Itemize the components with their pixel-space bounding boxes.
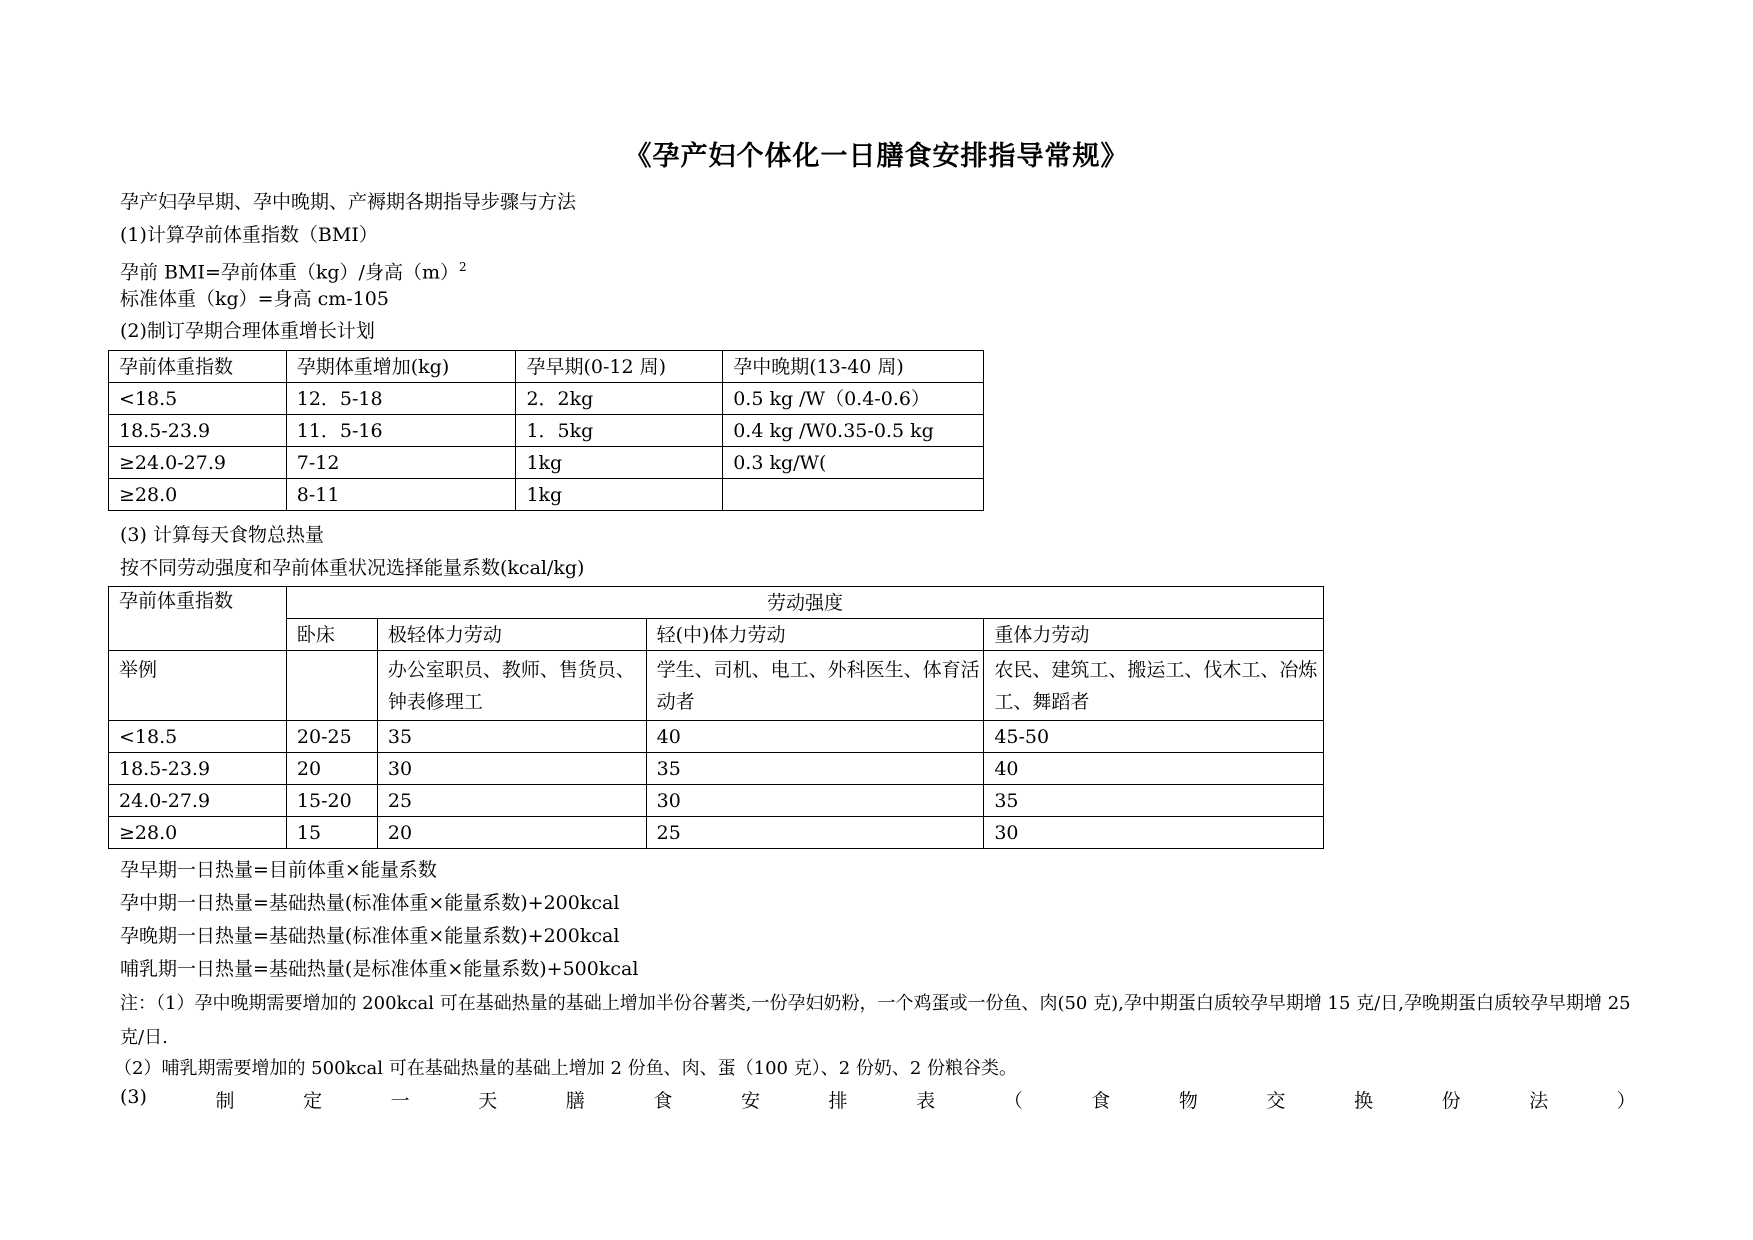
table-cell: 30 xyxy=(377,753,646,785)
table-cell: 35 xyxy=(984,785,1324,817)
table-cell: 1．5kg xyxy=(516,415,723,447)
table-cell: 农民、建筑工、搬运工、伐木工、冶炼工、舞蹈者 xyxy=(984,651,1324,721)
table-cell: 举例 xyxy=(109,651,287,721)
table-cell: 2．2kg xyxy=(516,383,723,415)
table-cell: 12．5-18 xyxy=(286,383,516,415)
final-step-char: 排 xyxy=(828,1090,848,1112)
table-cell: 30 xyxy=(646,785,984,817)
table-header-row xyxy=(109,587,1324,619)
table-cell: 40 xyxy=(646,721,984,753)
table-cell: 15 xyxy=(286,817,377,849)
table-cell: ≥28.0 xyxy=(109,817,287,849)
final-step-char: 物 xyxy=(1178,1090,1198,1112)
table-cell: 35 xyxy=(646,753,984,785)
formula-early: 孕早期一日热量=目前体重×能量系数 xyxy=(120,859,437,881)
table-cell: 1kg xyxy=(516,479,723,511)
header-cell: 孕前体重指数 xyxy=(109,351,287,383)
standard-weight-formula: 标准体重（kg）=身高 cm-105 xyxy=(120,288,389,310)
final-step-char: 安 xyxy=(740,1090,760,1112)
table-cell: 15-20 xyxy=(286,785,377,817)
header-cell: 孕期体重增加(kg) xyxy=(286,351,516,383)
table-cell: 18.5-23.9 xyxy=(109,753,287,785)
table-cell: 20 xyxy=(377,817,646,849)
table-cell: 7-12 xyxy=(286,447,516,479)
table-cell: 0.5 kg /W（0.4-0.6） xyxy=(723,383,984,415)
table-row xyxy=(109,721,1324,753)
table-cell: 11．5-16 xyxy=(286,415,516,447)
table-cell xyxy=(723,479,984,511)
table-cell: 0.3 kg/W( xyxy=(723,447,984,479)
table-row xyxy=(109,447,984,479)
table-row xyxy=(109,785,1324,817)
table-cell: 20-25 xyxy=(286,721,377,753)
formula-mid: 孕中期一日热量=基础热量(标准体重×能量系数)+200kcal xyxy=(120,892,620,914)
table-cell: 25 xyxy=(646,817,984,849)
header-cell: 孕前体重指数 xyxy=(109,587,287,651)
final-step-char: (3) xyxy=(120,1086,147,1108)
page-title: 《孕产妇个体化一日膳食安排指导常规》 xyxy=(624,141,1129,172)
final-step-char: 交 xyxy=(1266,1090,1286,1112)
table-cell: 24.0-27.9 xyxy=(109,785,287,817)
bmi-formula-superscript: 2 xyxy=(458,260,467,274)
table-cell: 18.5-23.9 xyxy=(109,415,287,447)
table-cell: <18.5 xyxy=(109,721,287,753)
intro-line: 孕产妇孕早期、孕中晚期、产褥期各期指导步骤与方法 xyxy=(120,191,577,213)
table-cell xyxy=(286,651,377,721)
header-cell: 卧床 xyxy=(286,619,377,651)
table-row xyxy=(109,415,984,447)
table-cell: ≥24.0-27.9 xyxy=(109,447,287,479)
final-step-char: 食 xyxy=(1091,1090,1111,1112)
header-cell: 孕中晚期(13-40 周) xyxy=(723,351,984,383)
final-step-char: 膳 xyxy=(565,1090,585,1112)
final-step-char: 定 xyxy=(303,1090,323,1112)
step3-subtitle: 按不同劳动强度和孕前体重状况选择能量系数(kcal/kg) xyxy=(120,557,585,579)
table-cell: 40 xyxy=(984,753,1324,785)
table-cell: 25 xyxy=(377,785,646,817)
header-cell: 重体力劳动 xyxy=(984,619,1324,651)
final-step-char: 换 xyxy=(1354,1090,1374,1112)
table-row xyxy=(109,651,1324,721)
table-subheader-row xyxy=(109,619,1324,651)
table-row xyxy=(109,817,1324,849)
note-1: 注：（1）孕中晚期需要增加的 200kcal 可在基础热量的基础上增加半份谷薯类,一份孕妇奶粉，一个鸡蛋或一份鱼、肉(50 克),孕中期蛋白质较孕早期增 15 克/日,孕晚期蛋白质较孕早期增 25 克/日. xyxy=(120,993,1631,1048)
step1-heading: (1)计算孕前体重指数（BMI） xyxy=(120,224,378,246)
table-cell: 1kg xyxy=(516,447,723,479)
weight-gain-table xyxy=(108,350,984,511)
table-cell: 0.4 kg /W0.35-0.5 kg xyxy=(723,415,984,447)
table-cell: 20 xyxy=(286,753,377,785)
table-cell: 30 xyxy=(984,817,1324,849)
step2-heading: (2)制订孕期合理体重增长计划 xyxy=(120,320,375,342)
table-cell: <18.5 xyxy=(109,383,287,415)
note-2: （2）哺乳期需要增加的 500kcal 可在基础热量的基础上增加 2 份鱼、肉、蛋（100 克）、2 份奶、2 份粮谷类。 xyxy=(114,1058,1018,1079)
table-cell: 8-11 xyxy=(286,479,516,511)
final-step-heading xyxy=(120,1086,1636,1113)
bmi-formula-text: 孕前 BMI=孕前体重（kg）/身高（m） xyxy=(120,261,459,284)
header-cell: 劳动强度 xyxy=(286,587,1323,619)
table-row xyxy=(109,753,1324,785)
table-cell: 学生、司机、电工、外科医生、体育活动者 xyxy=(646,651,984,721)
header-cell: 极轻体力劳动 xyxy=(377,619,646,651)
table-cell: 办公室职员、教师、售货员、钟表修理工 xyxy=(377,651,646,721)
bmi-formula xyxy=(120,254,467,285)
final-step-char: （ xyxy=(1003,1090,1023,1112)
table-cell: 45-50 xyxy=(984,721,1324,753)
energy-coefficient-table xyxy=(108,586,1324,849)
final-step-char: 法 xyxy=(1529,1090,1549,1112)
table-cell: 35 xyxy=(377,721,646,753)
table-row xyxy=(109,479,984,511)
final-step-char: 份 xyxy=(1441,1090,1461,1112)
final-step-char: 制 xyxy=(215,1090,235,1112)
final-step-char: ） xyxy=(1616,1090,1636,1112)
step3-heading: (3) 计算每天食物总热量 xyxy=(120,524,324,546)
table-cell: ≥28.0 xyxy=(109,479,287,511)
table-header-row xyxy=(109,351,984,383)
final-step-char: 表 xyxy=(916,1090,936,1112)
formula-lactation: 哺乳期一日热量=基础热量(是标准体重×能量系数)+500kcal xyxy=(120,958,639,980)
final-step-char: 一 xyxy=(390,1090,410,1112)
formula-late: 孕晚期一日热量=基础热量(标准体重×能量系数)+200kcal xyxy=(120,925,620,947)
header-cell: 孕早期(0-12 周) xyxy=(516,351,723,383)
final-step-char: 天 xyxy=(478,1090,498,1112)
table-row xyxy=(109,383,984,415)
final-step-char: 食 xyxy=(653,1090,673,1112)
header-cell: 轻(中)体力劳动 xyxy=(646,619,984,651)
